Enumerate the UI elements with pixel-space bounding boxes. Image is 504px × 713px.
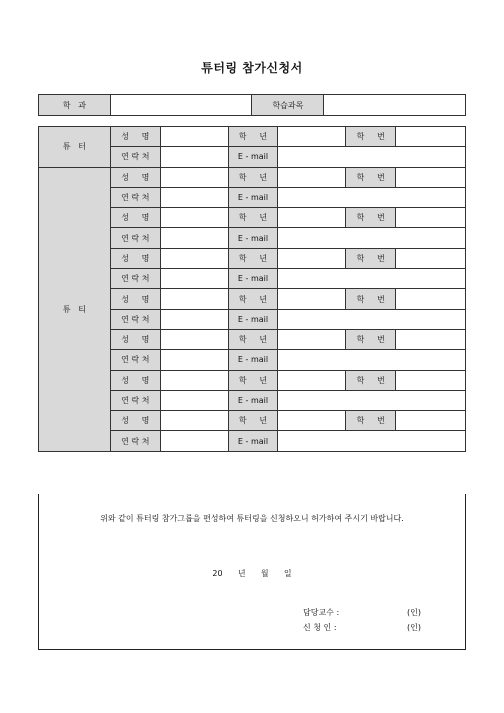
student-no-field[interactable]	[396, 248, 466, 268]
subject-label: 학습과목	[252, 95, 324, 116]
year-field[interactable]	[278, 370, 346, 390]
name-label: 성 명	[110, 127, 160, 147]
student-no-field[interactable]	[396, 208, 466, 228]
participants-table	[38, 126, 466, 452]
name-field[interactable]	[160, 329, 228, 349]
year-label: 학 년	[228, 411, 278, 431]
tutor-row	[39, 127, 466, 147]
date-line[interactable]: 20 년 월 일	[212, 569, 292, 578]
contact-field[interactable]	[160, 350, 228, 370]
contact-field[interactable]	[160, 309, 228, 329]
student-no-field[interactable]	[396, 329, 466, 349]
email-label: E - mail	[228, 187, 278, 207]
year-label: 학 년	[228, 127, 278, 147]
student-no-label: 학 번	[346, 248, 396, 268]
name-field[interactable]	[160, 167, 228, 187]
professor-label: 담당교수 :	[303, 608, 340, 617]
header-table	[38, 94, 466, 116]
contact-label: 연 락 처	[110, 228, 160, 248]
student-no-field[interactable]	[396, 127, 466, 147]
name-field[interactable]	[160, 248, 228, 268]
name-label: 성 명	[110, 208, 160, 228]
name-label: 성 명	[110, 289, 160, 309]
contact-label: 연 락 처	[110, 147, 160, 167]
student-no-label: 학 번	[346, 127, 396, 147]
student-no-label: 학 번	[346, 329, 396, 349]
student-no-field[interactable]	[396, 370, 466, 390]
page-title: 튜터링 참가신청서	[201, 61, 303, 75]
email-field[interactable]	[278, 390, 466, 410]
contact-field[interactable]	[160, 147, 228, 167]
contact-field[interactable]	[160, 390, 228, 410]
name-label: 성 명	[110, 411, 160, 431]
contact-label: 연 락 처	[110, 309, 160, 329]
year-field[interactable]	[278, 167, 346, 187]
name-field[interactable]	[160, 411, 228, 431]
student-no-label: 학 번	[346, 370, 396, 390]
year-field[interactable]	[278, 248, 346, 268]
email-label: E - mail	[228, 390, 278, 410]
year-field[interactable]	[278, 127, 346, 147]
dept-label: 학 과	[39, 95, 111, 116]
email-field[interactable]	[278, 228, 466, 248]
email-label: E - mail	[228, 350, 278, 370]
applicant-seal: (인)	[407, 623, 421, 632]
year-label: 학 년	[228, 329, 278, 349]
tutee-label: 튜 티	[39, 167, 111, 451]
contact-label: 연 락 처	[110, 350, 160, 370]
student-no-field[interactable]	[396, 289, 466, 309]
contact-label: 연 락 처	[110, 431, 160, 451]
applicant-label: 신 청 인 :	[303, 623, 337, 632]
student-no-field[interactable]	[396, 167, 466, 187]
year-label: 학 년	[228, 370, 278, 390]
name-label: 성 명	[110, 370, 160, 390]
email-label: E - mail	[228, 228, 278, 248]
student-no-label: 학 번	[346, 411, 396, 431]
subject-field[interactable]	[324, 95, 466, 116]
year-field[interactable]	[278, 411, 346, 431]
name-field[interactable]	[160, 127, 228, 147]
year-field[interactable]	[278, 289, 346, 309]
email-field[interactable]	[278, 431, 466, 451]
contact-field[interactable]	[160, 431, 228, 451]
email-field[interactable]	[278, 309, 466, 329]
email-label: E - mail	[228, 309, 278, 329]
contact-label: 연 락 처	[110, 390, 160, 410]
name-field[interactable]	[160, 289, 228, 309]
dept-field[interactable]	[110, 95, 252, 116]
contact-field[interactable]	[160, 269, 228, 289]
email-field[interactable]	[278, 187, 466, 207]
contact-label: 연 락 처	[110, 269, 160, 289]
year-label: 학 년	[228, 289, 278, 309]
year-field[interactable]	[278, 329, 346, 349]
name-label: 성 명	[110, 248, 160, 268]
email-label: E - mail	[228, 269, 278, 289]
email-field[interactable]	[278, 269, 466, 289]
contact-field[interactable]	[160, 187, 228, 207]
name-label: 성 명	[110, 329, 160, 349]
declaration-text: 위와 같이 튜터링 참가그룹을 편성하여 튜터링을 신청하오니 허가하여 주시기 바랍니다.	[100, 514, 404, 523]
email-label: E - mail	[228, 431, 278, 451]
student-no-label: 학 번	[346, 289, 396, 309]
name-field[interactable]	[160, 370, 228, 390]
year-label: 학 년	[228, 208, 278, 228]
email-label: E - mail	[228, 147, 278, 167]
name-field[interactable]	[160, 208, 228, 228]
professor-seal: (인)	[407, 608, 421, 617]
tutee-row	[39, 167, 466, 187]
year-label: 학 년	[228, 248, 278, 268]
student-no-field[interactable]	[396, 411, 466, 431]
name-label: 성 명	[110, 167, 160, 187]
contact-label: 연 락 처	[110, 187, 160, 207]
year-field[interactable]	[278, 208, 346, 228]
contact-field[interactable]	[160, 228, 228, 248]
year-label: 학 년	[228, 167, 278, 187]
email-field[interactable]	[278, 147, 466, 167]
email-field[interactable]	[278, 350, 466, 370]
tutor-label: 튜 터	[39, 127, 111, 168]
student-no-label: 학 번	[346, 167, 396, 187]
footer-section	[38, 494, 466, 650]
student-no-label: 학 번	[346, 208, 396, 228]
